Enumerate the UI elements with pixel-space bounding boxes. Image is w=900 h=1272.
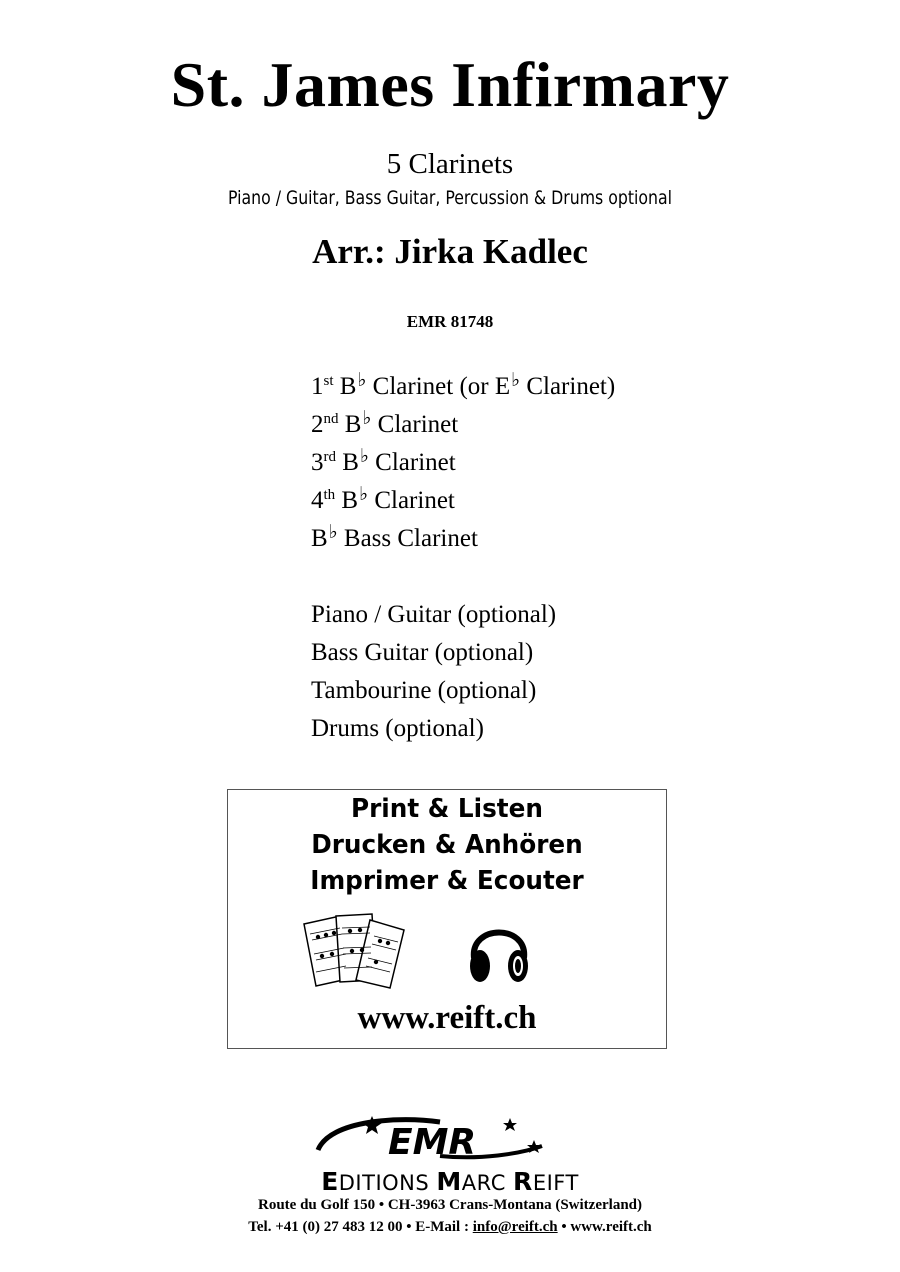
flat-symbol-icon: ♭	[511, 370, 521, 391]
part-1st-clarinet: 1st B♭ Clarinet (or E♭ Clarinet)	[311, 370, 616, 400]
spacer	[311, 558, 615, 596]
parts-list	[311, 368, 615, 748]
flat-symbol-icon: ♭	[328, 522, 338, 543]
catalog-number: EMR 81748	[406, 312, 494, 331]
part-drums: Drums (optional)	[311, 715, 484, 742]
flat-symbol-icon: ♭	[359, 484, 369, 505]
flat-symbol-icon: ♭	[362, 408, 372, 429]
sheet-music-icon	[300, 910, 412, 990]
optional-instruments-line: Piano / Guitar, Bass Guitar, Percussion & Drums optional	[228, 187, 672, 209]
part-4th-clarinet: 4th B♭ Clarinet	[311, 484, 455, 514]
svg-text:EMR: EMR	[388, 1122, 477, 1163]
part-bass-guitar: Bass Guitar (optional)	[311, 639, 534, 666]
instrumentation-subtitle: 5 Clarinets	[386, 148, 514, 180]
flat-symbol-icon: ♭	[357, 370, 367, 391]
part-3rd-clarinet: 3rd B♭ Clarinet	[311, 446, 456, 476]
headphones-icon	[466, 914, 532, 986]
part-tambourine: Tambourine (optional)	[311, 677, 537, 704]
publisher-contact: Tel. +41 (0) 27 483 12 00 • E-Mail : info@reift.ch • www.reift.ch	[248, 1219, 652, 1235]
flat-symbol-icon: ♭	[359, 446, 369, 467]
arranger-credit: Arr.: Jirka Kadlec	[312, 232, 588, 271]
print-listen-box	[227, 789, 667, 1049]
emr-logo-icon	[310, 1110, 550, 1166]
email-link[interactable]: info@reift.ch	[472, 1219, 558, 1235]
page-title: St. James Infirmary	[170, 49, 730, 120]
promo-website-link[interactable]: www.reift.ch	[357, 1000, 537, 1036]
part-2nd-clarinet: 2nd B♭ Clarinet	[311, 408, 459, 438]
publisher-name: EDITIONS MARC REIFT	[321, 1167, 579, 1196]
promo-line-german: Drucken & Anhören	[311, 830, 583, 860]
promo-line-english: Print & Listen	[351, 794, 543, 824]
part-piano-guitar: Piano / Guitar (optional)	[311, 601, 557, 628]
promo-line-french: Imprimer & Ecouter	[310, 866, 584, 896]
part-bass-clarinet: B♭ Bass Clarinet	[311, 522, 478, 552]
publisher-address: Route du Golf 150 • CH-3963 Crans-Montana (Switzerland)	[258, 1197, 642, 1213]
